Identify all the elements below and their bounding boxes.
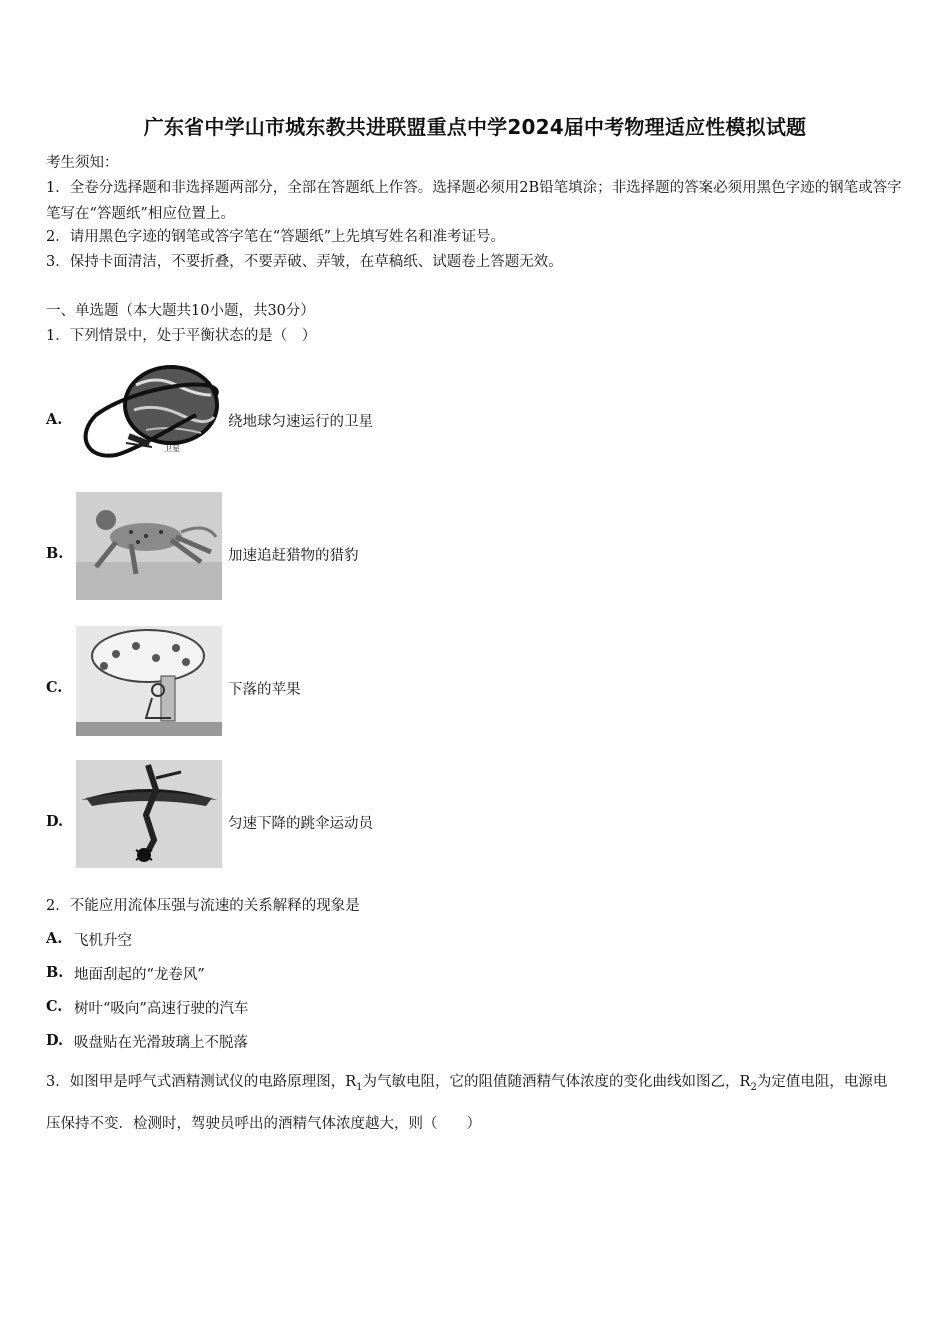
satellite-earth-image: [76, 355, 222, 467]
apple-tree-image: [76, 626, 222, 736]
notice-item-2: 2．请用黑色字迹的钢笔或答字笔在“答题纸”上先填写姓名和准考证号。: [46, 229, 506, 245]
q1-option-b-letter: B.: [46, 545, 64, 562]
page-title: 广东省中学山市城东教共进联盟重点中学2024届中考物理适应性模拟试题: [143, 115, 807, 139]
q3-text-part-1: 3．如图甲是呼气式酒精测试仪的电路原理图，R: [46, 1074, 357, 1090]
q1-option-c-text: 下落的苹果: [228, 682, 301, 698]
notice-heading: 考生须知：: [46, 155, 119, 171]
q1-option-c-letter: C.: [46, 679, 63, 696]
q3-subscript-2: 2: [750, 1081, 757, 1093]
q2-option-d-text: 吸盘贴在光滑玻璃上不脱落: [74, 1035, 248, 1051]
q2-option-b-letter: B.: [46, 964, 64, 981]
q3-text-part-2: 为气敏电阻，它的阻值随酒精气体浓度的变化曲线如图乙，R: [362, 1074, 751, 1090]
q1-option-b-text: 加速追赶猎物的猎豹: [228, 548, 359, 564]
q1-option-d-letter: D.: [46, 813, 64, 830]
notice-item-1: 1．全卷分选择题和非选择题两部分，全部在答题纸上作答。选择题必须用2B铅笔填涂；非选择题的答案必须用黑色字迹的钢笔或答字笔写在“答题纸”相应位置上。: [46, 180, 902, 222]
q1-option-d-text: 匀速下降的跳伞运动员: [228, 816, 373, 832]
q2-option-a-text: 飞机升空: [74, 933, 132, 949]
parachutist-image: [76, 760, 222, 868]
satellite-label: 卫星: [164, 444, 180, 453]
q2-option-c-letter: C.: [46, 998, 63, 1015]
q3-subscript-1: 1: [356, 1081, 363, 1093]
q2-option-c-text: 树叶“吸向”高速行驶的汽车: [74, 1001, 249, 1017]
question-1-stem: 1．下列情景中，处于平衡状态的是（ ）: [46, 328, 317, 344]
q2-option-d-letter: D.: [46, 1032, 64, 1049]
q2-option-b-text: 地面刮起的“龙卷风”: [74, 967, 205, 983]
cheetah-image: [76, 492, 222, 600]
q3-text-part-3: 为定值电阻，电源电压保持不变．检测时，驾驶员呼出的酒精气体浓度越大，则（ ）: [46, 1074, 888, 1132]
q1-option-a-text: 绕地球匀速运行的卫星: [228, 414, 373, 430]
q1-option-a-letter: A.: [46, 411, 63, 428]
q2-option-a-letter: A.: [46, 930, 63, 947]
question-3-stem: [46, 1064, 896, 1142]
question-2-stem: 2．不能应用流体压强与流速的关系解释的现象是: [46, 898, 360, 914]
notice-item-3: 3．保持卡面清洁，不要折叠，不要弄破、弄皱，在草稿纸、试题卷上答题无效。: [46, 254, 563, 270]
section-heading: 一、单选题（本大题共10小题，共30分）: [46, 303, 315, 319]
